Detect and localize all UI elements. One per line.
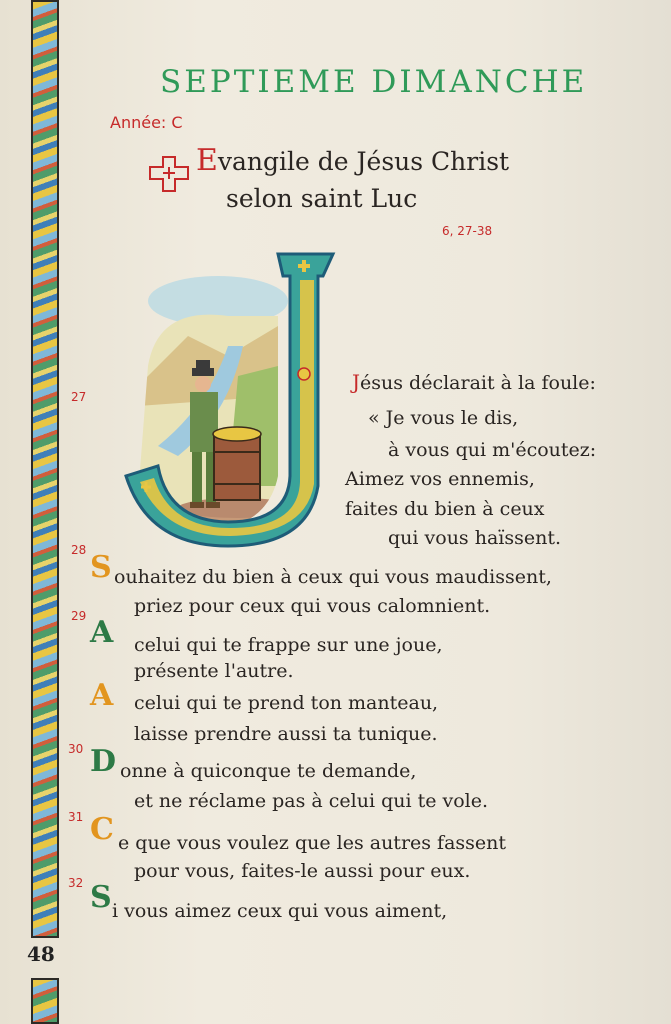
verse-line: priez pour ceux qui vous calomnient.	[134, 595, 491, 617]
verse-line: Aimez vos ennemis,	[345, 468, 535, 490]
red-cross-icon	[148, 155, 190, 193]
illuminated-letter-j-illustration	[118, 246, 348, 558]
page-number: 48	[27, 942, 55, 966]
verse-line: pour vous, faites-le aussi pour eux.	[134, 860, 471, 882]
verse-line: ouhaitez du bien à ceux qui vous maudissent,	[114, 566, 552, 588]
verse-number: 29	[71, 609, 87, 623]
verse-number: 28	[71, 543, 87, 557]
gospel-line1-text: vangile de Jésus Christ	[217, 147, 510, 176]
verse-initial: D	[90, 744, 117, 779]
verse-number: 27	[71, 390, 87, 404]
verse-number: 32	[68, 876, 84, 890]
verse-line: e que vous voulez que les autres fassent	[118, 832, 507, 854]
verse-initial: A	[90, 615, 114, 650]
verse-number: 30	[68, 742, 84, 756]
verse-line: celui qui te frappe sur une joue,	[134, 634, 443, 656]
verse-initial: A	[90, 678, 114, 713]
verse-line: celui qui te prend ton manteau,	[134, 692, 439, 714]
verse-initial: S	[90, 880, 112, 915]
verse-line: onne à quiconque te demande,	[120, 760, 417, 782]
decorative-border	[31, 0, 59, 938]
year-label: Année: C	[110, 113, 183, 132]
verse-number: 31	[68, 810, 84, 824]
verse-line: à vous qui m'écoutez:	[388, 439, 597, 461]
verse-line: faites du bien à ceux	[345, 498, 545, 520]
verse-line: i vous aimez ceux qui vous aiment,	[112, 900, 448, 922]
verse-line: qui vous haïssent.	[388, 527, 562, 549]
verse-initial: C	[90, 812, 114, 847]
verse-line: et ne réclame pas à celui qui te vole.	[134, 790, 489, 812]
verse-line: Jésus déclarait à la foule:	[352, 370, 596, 394]
verse-line: « Je vous le dis,	[368, 407, 519, 429]
gospel-title-line2: selon saint Luc	[226, 184, 418, 213]
verse-line: laisse prendre aussi ta tunique.	[134, 723, 438, 745]
verse-line: présente l'autre.	[134, 660, 294, 682]
page-title: SEPTIEME DIMANCHE	[160, 64, 588, 100]
gospel-reference: 6, 27-38	[442, 224, 493, 238]
decorative-border-bottom	[31, 978, 59, 1024]
gospel-initial: E	[196, 143, 218, 178]
gospel-title-line1	[196, 143, 509, 178]
verse-initial: S	[90, 550, 112, 585]
